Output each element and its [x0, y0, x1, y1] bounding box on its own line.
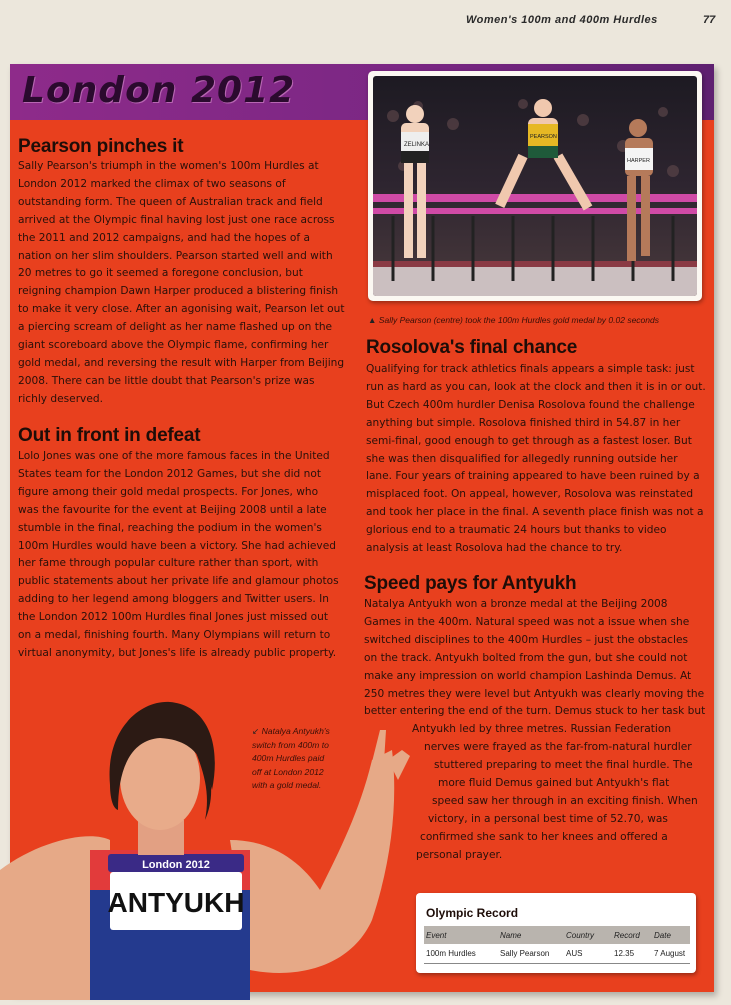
record-table — [424, 926, 690, 964]
heading-antyukh: Speed pays for Antyukh — [364, 573, 577, 594]
record-header-date: Date — [652, 926, 690, 944]
record-header-record: Record — [612, 926, 652, 944]
athlete-bib-top: London 2012 — [142, 859, 210, 871]
running-head: Women's 100m and 400m Hurdles — [466, 14, 658, 26]
record-cell-date: 7 August — [652, 944, 690, 964]
text-line: analysis at least Rosolova had the chance to try. — [366, 542, 623, 555]
text-line: the London 2012 100m Hurdles final Jones just missed out — [18, 611, 328, 624]
text-line: figure among their gold medal prospects. For Jones, who — [18, 485, 319, 498]
text-line: Natalya Antyukh won a bronze medal at the Beijing 2008 — [364, 598, 668, 610]
text-line: make any impression on world champion Lashinda Demus. At — [364, 669, 692, 682]
text-line: 250 metres they were level but Antyukh was clearly moving the — [364, 687, 705, 700]
text-line: was the favourite for the event at Beijing 2008 until a late — [18, 503, 327, 516]
text-line: on a medal, finishing fourth. Many Olympians will return to — [18, 629, 331, 642]
text-line: Sally Pearson's triumph in the women's 100m Hurdles at — [18, 160, 319, 172]
text-line: States team for the London 2012 Games, but she did not — [18, 467, 321, 480]
record-header-country: Country — [564, 926, 612, 944]
record-cell-record: 12.35 — [612, 944, 652, 964]
text-line: stumble in the final, reaching the podium in the women's — [18, 521, 322, 534]
text-line: the 2011 and 2012 campaigns, and had the hopes of a — [18, 231, 310, 244]
text-line: Qualifying for track athletics finals appears a simple task: just — [366, 363, 695, 375]
text-line: arrived at the Olympic final having lost just one race across — [18, 213, 335, 226]
body-pearson — [18, 158, 345, 409]
text-line: better entering the end of the turn. Demus stuck to her task but — [364, 705, 706, 718]
text-line: switched disciplines to the 400m Hurdles – just the obstacles — [364, 633, 688, 646]
caption-line: with a gold medal. — [252, 780, 322, 790]
text-line: and took her place in the final. A seventh place finish was not a — [366, 506, 704, 519]
text-line: her fame through popular culture rather than sport, with — [18, 557, 319, 570]
bib-harper: HARPER — [627, 158, 650, 164]
text-line: London 2012 marked the climax of two seasons of — [18, 177, 286, 190]
caption-line-text: Natalya Antyukh's — [261, 726, 330, 736]
text-line: Games in the 400m. Natural speed was not a issue when she — [364, 615, 690, 628]
text-line: on the track. Antyukh bolted from the gun, but she could not — [364, 651, 688, 664]
text-line: stuttered preparing to meet the final hurdle. The — [434, 759, 693, 772]
athlete-photo — [0, 690, 430, 1000]
athlete-bib-name: ANTYUKH — [107, 887, 245, 918]
text-line: 2008. There can be little doubt that Pearson's prize was — [18, 374, 315, 387]
record-title: Olympic Record — [426, 906, 519, 920]
text-line: a piercing scream of delight as her name flashed up on the — [18, 321, 333, 334]
record-header-row — [424, 926, 690, 944]
text-line: 20 metres to go it seemed a foregone conclusion, but — [18, 267, 303, 280]
text-line: victory, in a personal best time of 52.70, was — [428, 812, 668, 825]
text-line: reigning champion Dawn Harper produced a blistering finish — [18, 285, 339, 298]
text-line: more fluid Demus gained but Antyukh's flat — [438, 777, 670, 790]
record-cell-name: Sally Pearson — [498, 944, 564, 964]
text-line: misplaced foot. On appeal, however, Rosolova was reinstated — [366, 488, 694, 501]
text-line: Lolo Jones was one of the more famous faces in the United — [18, 450, 330, 462]
text-line: lane. Four years of training appeared to have been ruined by a — [366, 470, 700, 483]
text-line: semi-final, good enough to get through as a fastest loser. But — [366, 434, 692, 447]
banner-title: London 2012 — [22, 70, 296, 111]
bib-pearson: PEARSON — [530, 134, 557, 140]
photo-caption-text: Sally Pearson (centre) took the 100m Hurdles gold medal by 0.02 seconds — [378, 315, 659, 325]
arrow-down-left-icon: ↙ — [252, 726, 260, 736]
text-line: she was then disqualified for allegedly running outside her — [366, 452, 678, 465]
text-line: confirmed she sank to her knees and offered a — [420, 830, 668, 843]
text-line: virtual anonymity, but Jones's life is already public property. — [18, 646, 337, 659]
text-line: glorious end to a traumatic 24 hours but thanks to video — [366, 524, 667, 537]
page-number: 77 — [703, 14, 716, 26]
text-line: anything but simple. Rosolova finished third in 54.87 in her — [366, 416, 681, 429]
heading-jones: Out in front in defeat — [18, 425, 201, 446]
text-line: personal prayer. — [416, 848, 503, 861]
arrow-up-icon: ▲ — [368, 315, 377, 325]
record-header-event: Event — [424, 926, 498, 944]
heading-pearson: Pearson pinches it — [18, 136, 184, 157]
text-line: to make it very close. After an agonising wait, Pearson let out — [18, 303, 345, 316]
body-jones — [18, 448, 339, 663]
text-line: public statements about her private life and glamour photos — [18, 575, 339, 588]
photo-caption — [368, 315, 708, 325]
text-line: nerves were frayed as the far-from-natural hurdler — [424, 741, 692, 754]
text-line: giant scoreboard above the Olympic flame, confirming her — [18, 339, 329, 352]
text-line: richly deserved. — [18, 392, 103, 405]
text-line: 100m Hurdles would have been a victory. She had achieved — [18, 539, 336, 552]
race-photo — [373, 76, 697, 296]
heading-rosolova: Rosolova's final chance — [366, 337, 578, 358]
caption-line: 400m Hurdles paid — [252, 753, 325, 763]
text-line: run as hard as you can, look at the clock and then it is in or out. — [366, 380, 706, 393]
record-cell-event: 100m Hurdles — [424, 944, 498, 964]
text-line: adding to her legend among bloggers and Twitter users. In — [18, 593, 329, 606]
text-line: speed saw her through in an exciting finish. When — [432, 794, 698, 807]
record-cell-country: AUS — [564, 944, 612, 964]
table-row — [424, 944, 690, 964]
text-line: Antyukh led by three metres. Russian Federation — [412, 723, 672, 736]
text-line: But Czech 400m hurdler Denisa Rosolova found the challenge — [366, 398, 695, 411]
caption-line: switch from 400m to — [252, 739, 329, 750]
text-line: nation on her slim shoulders. Pearson started well and with — [18, 249, 333, 262]
text-line: gold medal, and reversing the result with Harper from Beijing — [18, 356, 345, 369]
caption-line: off at London 2012 — [252, 766, 324, 777]
body-rosolova — [366, 361, 706, 558]
record-header-name: Name — [498, 926, 564, 944]
bib-zelinka: ZELINKA — [404, 142, 430, 148]
text-line: outstanding form. The queen of Australian track and field — [18, 195, 323, 208]
